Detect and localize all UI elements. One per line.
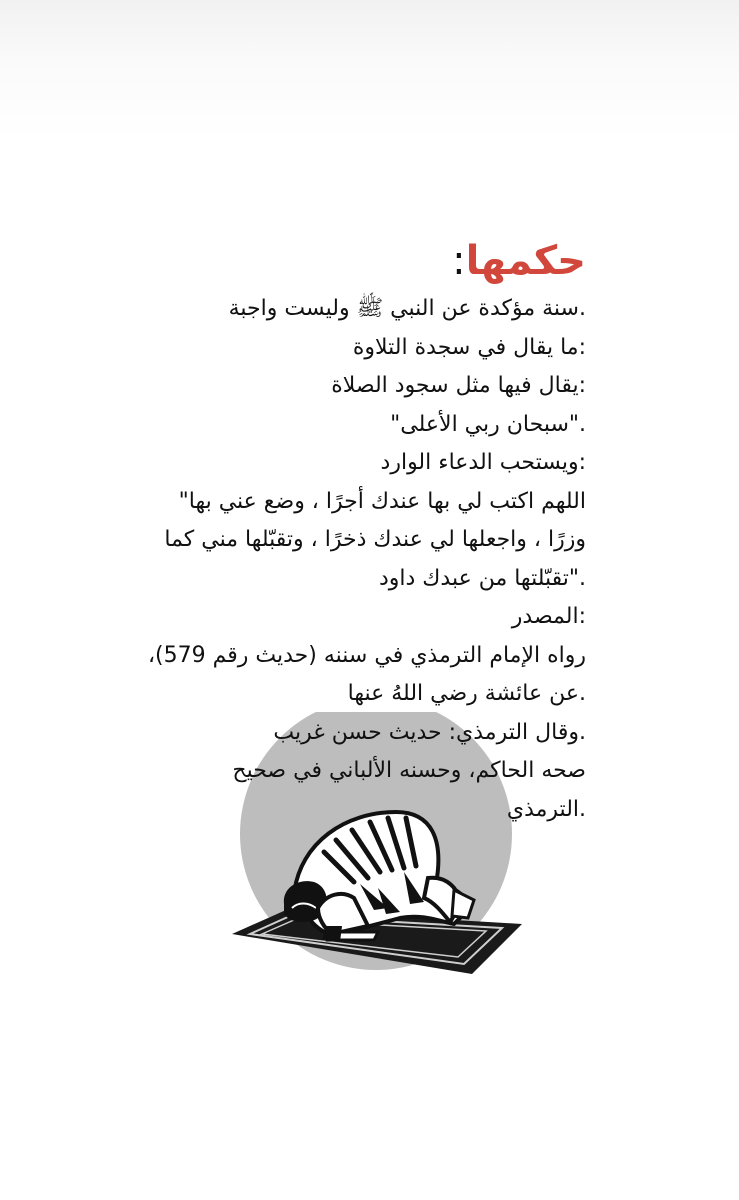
text-line: :يقال فيها مثل سجود الصلاة [331,373,586,398]
text-line: .عن عائشة رضي اللهُ عنها [347,681,586,706]
text-line: صحه الحاكم، وحسنه الألباني في صحيح [232,758,586,783]
text-line: وزرًا ، واجعلها لي عندك ذخرًا ، وتقبّلها مني كما [164,527,586,552]
heading-colon: : [452,238,466,284]
text-line: :ما يقال في سجدة التلاوة [352,334,586,360]
section-heading [20,232,586,290]
text-line: :المصدر [511,604,586,629]
heading-word: حكمها [465,238,586,284]
text-line: :ويستحب الدعاء الوارد [380,450,586,475]
text-line: ."سبحان ربي الأعلى" [390,411,586,437]
text-line: ."تقبّلتها من عبدك داود [378,565,586,591]
text-block [20,232,586,829]
text-line: .الترمذي [506,796,586,822]
text-line: .سنة مؤكدة عن النبي ﷺ وليست واجبة [228,296,586,321]
text-line: اللهم اكتب لي بها عندك أجرًا ، وضع عني بها" [178,488,586,514]
text-line: .وقال الترمذي: حديث حسن غريب [273,719,586,745]
text-line: رواه الإمام الترمذي في سننه (حديث رقم 579)، [147,642,586,668]
